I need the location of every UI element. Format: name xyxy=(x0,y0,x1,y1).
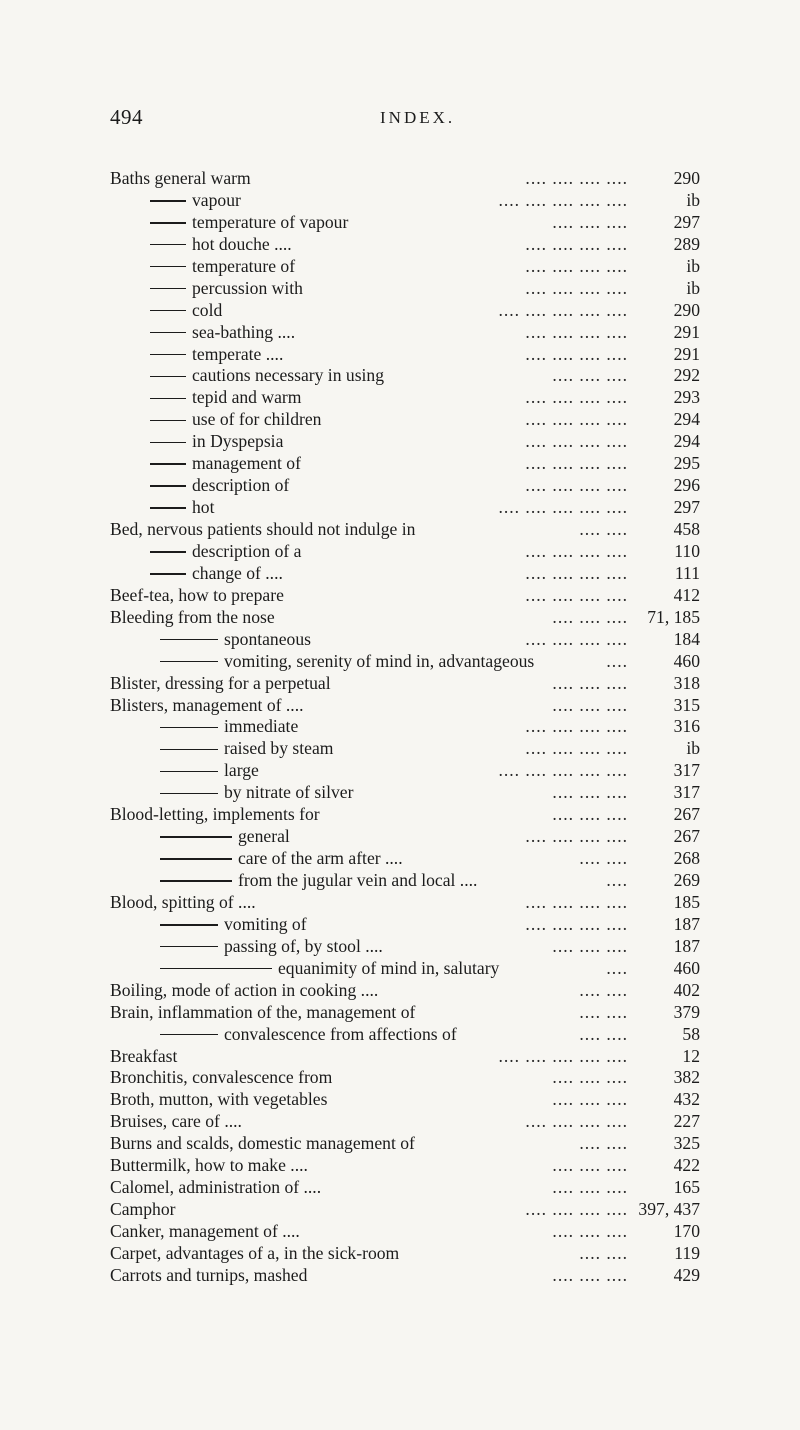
ditto-rule xyxy=(160,749,218,750)
entry-text: general xyxy=(238,826,290,847)
index-entry xyxy=(110,300,700,322)
page-reference: 58 xyxy=(682,1023,700,1044)
entry-label xyxy=(160,760,259,782)
page-reference: 316 xyxy=(673,716,700,737)
index-entry xyxy=(110,234,700,256)
index-entry xyxy=(110,1199,700,1221)
entry-label xyxy=(150,212,348,234)
entry-text: Calomel, administration of .... xyxy=(110,1177,322,1198)
dot-leaders: .... xyxy=(606,957,628,978)
index-entry xyxy=(110,431,700,453)
ditto-rule xyxy=(150,442,186,443)
page-reference: 110 xyxy=(674,540,700,561)
ditto-rule xyxy=(160,1034,218,1035)
dot-leaders: .... xyxy=(606,650,628,671)
entry-label xyxy=(110,892,256,914)
ditto-rule xyxy=(150,244,186,245)
entry-label xyxy=(110,168,251,190)
entry-label xyxy=(110,1243,399,1265)
entry-label xyxy=(150,278,303,300)
ditto-rule xyxy=(150,398,186,399)
entry-text: management of xyxy=(192,453,301,474)
entry-text: Bruises, care of .... xyxy=(110,1111,242,1132)
ditto-rule xyxy=(150,463,186,464)
page-reference: 294 xyxy=(673,431,700,452)
page-reference: 429 xyxy=(673,1264,700,1285)
entry-text: Camphor xyxy=(110,1199,176,1220)
page-reference: 382 xyxy=(673,1067,700,1088)
ditto-rule xyxy=(160,661,218,662)
entry-label xyxy=(110,1155,308,1177)
dot-leaders: .... .... xyxy=(579,1242,628,1263)
index-entry xyxy=(110,541,700,563)
dot-leaders: .... .... .... xyxy=(552,782,628,803)
dot-leaders: .... .... .... .... .... xyxy=(498,189,628,210)
entry-text: cautions necessary in using xyxy=(192,365,385,386)
index-entry xyxy=(110,1221,700,1243)
page-reference: 268 xyxy=(673,848,700,869)
index-entry xyxy=(110,497,700,519)
entry-text: vapour xyxy=(192,189,241,210)
ditto-rule xyxy=(150,420,186,421)
index-entry xyxy=(110,168,700,190)
page-reference: 422 xyxy=(673,1155,700,1176)
index-entry xyxy=(110,1133,700,1155)
dot-leaders: .... .... .... .... xyxy=(525,409,628,430)
page-reference: 290 xyxy=(673,299,700,320)
page-reference: 460 xyxy=(673,957,700,978)
entry-label xyxy=(110,1177,321,1199)
entry-label xyxy=(150,497,214,519)
ditto-rule xyxy=(150,551,186,552)
index-entry xyxy=(110,738,700,760)
ditto-rule xyxy=(150,485,186,486)
page-reference: 291 xyxy=(673,343,700,364)
dot-leaders: .... .... xyxy=(579,1023,628,1044)
entry-label xyxy=(110,1046,177,1068)
ditto-rule xyxy=(150,376,186,377)
index-entry xyxy=(110,278,700,300)
dot-leaders: .... .... .... xyxy=(552,694,628,715)
entry-text: change of .... xyxy=(192,562,283,583)
entry-text: Blood, spitting of .... xyxy=(110,891,256,912)
entry-text: raised by steam xyxy=(224,738,334,759)
entry-label xyxy=(150,387,301,409)
entry-text: vomiting, serenity of mind in, advantageous xyxy=(224,650,535,671)
index-entry xyxy=(110,826,700,848)
page-reference: 317 xyxy=(673,760,700,781)
entry-label xyxy=(110,1265,307,1287)
index-entry xyxy=(110,453,700,475)
dot-leaders: .... .... .... xyxy=(552,804,628,825)
entry-text: hot douche .... xyxy=(192,233,292,254)
index-entry xyxy=(110,782,700,804)
page-reference: 412 xyxy=(673,584,700,605)
entry-label xyxy=(160,629,311,651)
dot-leaders: .... .... .... .... xyxy=(525,387,628,408)
index-entry xyxy=(110,1265,700,1287)
ditto-rule xyxy=(150,507,186,508)
entry-label xyxy=(150,256,295,278)
ditto-rule xyxy=(160,968,272,969)
entry-text: Boiling, mode of action in cooking .... xyxy=(110,979,379,1000)
page-header xyxy=(110,105,690,133)
page-reference: 289 xyxy=(673,233,700,254)
page-reference: 187 xyxy=(673,935,700,956)
entry-label xyxy=(110,1199,175,1221)
ditto-rule xyxy=(160,858,232,859)
dot-leaders: .... .... .... .... xyxy=(525,584,628,605)
ditto-rule xyxy=(160,639,218,640)
entry-label xyxy=(150,344,283,366)
running-head: INDEX. xyxy=(380,108,456,127)
entry-text: equanimity of mind in, salutary xyxy=(278,957,500,978)
page-reference: 293 xyxy=(673,387,700,408)
page-reference: 292 xyxy=(673,365,700,386)
entry-label xyxy=(150,190,241,212)
index-entry xyxy=(110,1067,700,1089)
entry-label xyxy=(160,936,383,958)
page-reference: 290 xyxy=(673,168,700,188)
index-entry xyxy=(110,585,700,607)
page-reference: 402 xyxy=(673,979,700,1000)
entry-label xyxy=(160,651,534,673)
dot-leaders: .... .... .... xyxy=(552,1155,628,1176)
index-entry xyxy=(110,409,700,431)
entry-text: hot xyxy=(192,497,215,518)
index-entry xyxy=(110,190,700,212)
entry-text: tepid and warm xyxy=(192,387,302,408)
ditto-rule xyxy=(150,310,186,311)
entry-text: vomiting of xyxy=(224,913,307,934)
entry-label xyxy=(110,519,415,541)
page-reference: 291 xyxy=(673,321,700,342)
dot-leaders: .... .... .... .... xyxy=(525,891,628,912)
entry-text: percussion with xyxy=(192,277,303,298)
index-entry xyxy=(110,1111,700,1133)
entry-text: convalescence from affections of xyxy=(224,1023,457,1044)
index-entry xyxy=(110,936,700,958)
entry-label xyxy=(150,365,384,387)
page-reference: 185 xyxy=(673,891,700,912)
page-reference: 12 xyxy=(682,1045,700,1066)
entry-label xyxy=(110,585,284,607)
index-entry xyxy=(110,475,700,497)
page-reference: 317 xyxy=(673,782,700,803)
entry-text: in Dyspepsia xyxy=(192,431,284,452)
page-reference: 297 xyxy=(673,497,700,518)
index-entry xyxy=(110,870,700,892)
dot-leaders: .... .... .... .... .... xyxy=(498,760,628,781)
ditto-rule xyxy=(160,727,218,728)
ditto-rule xyxy=(150,266,186,267)
dot-leaders: .... .... .... xyxy=(552,935,628,956)
page-reference: 296 xyxy=(673,475,700,496)
entry-label xyxy=(160,1024,457,1046)
entry-label xyxy=(160,826,290,848)
entry-text: from the jugular vein and local .... xyxy=(238,870,478,890)
entry-label xyxy=(160,958,499,980)
entry-text: Breakfast xyxy=(110,1045,178,1066)
dot-leaders: .... .... .... xyxy=(552,1221,628,1241)
dot-leaders: .... .... .... .... xyxy=(525,1199,628,1220)
entry-text: immediate xyxy=(224,716,299,737)
page-reference: 318 xyxy=(673,672,700,693)
entry-label xyxy=(110,1089,327,1111)
index-entry xyxy=(110,716,700,738)
entry-text: Burns and scalds, domestic management of xyxy=(110,1133,415,1154)
dot-leaders: .... .... .... xyxy=(552,672,628,693)
page-reference: 294 xyxy=(673,409,700,430)
entry-text: temperature of vapour xyxy=(192,211,349,232)
index-entry xyxy=(110,695,700,717)
ditto-rule xyxy=(160,924,218,925)
ditto-rule xyxy=(160,946,218,947)
dot-leaders: .... .... .... .... xyxy=(525,1111,628,1132)
entry-label xyxy=(110,1067,332,1089)
dot-leaders: .... .... .... .... xyxy=(525,540,628,561)
index-entry xyxy=(110,673,700,695)
dot-leaders: .... .... .... .... xyxy=(525,738,628,759)
entry-text: Blood-letting, implements for xyxy=(110,804,320,825)
entry-label xyxy=(160,782,353,804)
dot-leaders: .... .... .... .... xyxy=(525,716,628,737)
dot-leaders: .... .... .... .... xyxy=(525,562,628,583)
index-entry xyxy=(110,1002,700,1024)
page-reference: 315 xyxy=(673,694,700,715)
dot-leaders: .... .... .... .... xyxy=(525,453,628,474)
index-entry xyxy=(110,651,700,673)
entry-label xyxy=(110,673,331,695)
entry-label xyxy=(110,1111,242,1133)
index-entry xyxy=(110,1089,700,1111)
entry-label xyxy=(110,804,320,826)
entry-label xyxy=(150,475,289,497)
dot-leaders: .... .... .... .... .... xyxy=(498,299,628,320)
page-reference: 119 xyxy=(674,1242,700,1263)
page-reference: 111 xyxy=(674,562,700,583)
index-entry xyxy=(110,322,700,344)
entry-label xyxy=(150,431,283,453)
index-entry xyxy=(110,958,700,980)
entry-text: spontaneous xyxy=(224,628,311,649)
page-reference: 227 xyxy=(673,1111,700,1132)
entry-label xyxy=(110,1002,415,1024)
entry-text: Carpet, advantages of a, in the sick-room xyxy=(110,1242,400,1263)
entry-text: Beef-tea, how to prepare xyxy=(110,584,284,605)
dot-leaders: .... .... .... .... .... xyxy=(498,1045,628,1066)
entry-label xyxy=(110,695,304,717)
dot-leaders: .... .... .... .... xyxy=(525,343,628,364)
ditto-rule xyxy=(150,288,186,289)
page-reference: 267 xyxy=(673,804,700,825)
entry-label xyxy=(110,1221,300,1243)
entry-label xyxy=(150,453,301,475)
dot-leaders: .... .... .... .... xyxy=(525,233,628,254)
dot-leaders: .... .... .... .... xyxy=(525,168,628,188)
page-reference: 325 xyxy=(673,1133,700,1154)
ditto-rule xyxy=(160,793,218,794)
ditto-rule xyxy=(150,200,186,201)
page-reference: 187 xyxy=(673,913,700,934)
dot-leaders: .... .... .... .... .... xyxy=(498,497,628,518)
dot-leaders: .... .... xyxy=(579,519,628,539)
dot-leaders: .... .... .... .... xyxy=(525,321,628,342)
page-number: 494 xyxy=(110,105,143,129)
entry-text: Broth, mutton, with vegetables xyxy=(110,1089,328,1110)
entry-label xyxy=(150,563,283,585)
entry-text: Canker, management of .... xyxy=(110,1221,300,1241)
dot-leaders: .... .... .... .... xyxy=(525,628,628,649)
entry-text: Bleeding from the nose xyxy=(110,606,275,627)
dot-leaders: .... .... .... xyxy=(552,211,628,232)
index-entry xyxy=(110,629,700,651)
entry-text: Blisters, management of .... xyxy=(110,694,304,715)
index-entry xyxy=(110,387,700,409)
index-entry xyxy=(110,1243,700,1265)
index-entry xyxy=(110,804,700,826)
page-reference: 295 xyxy=(673,453,700,474)
entry-text: temperature of xyxy=(192,255,296,276)
index-entry xyxy=(110,848,700,870)
page-reference: 267 xyxy=(673,826,700,847)
ditto-rule xyxy=(160,771,218,772)
page-reference: 297 xyxy=(673,211,700,232)
page-reference: ib xyxy=(686,255,700,276)
page-reference: 269 xyxy=(673,870,700,890)
page-reference: 432 xyxy=(673,1089,700,1110)
entry-text: sea-bathing .... xyxy=(192,321,296,342)
index-entry xyxy=(110,1177,700,1199)
ditto-rule xyxy=(150,354,186,355)
page-reference: 379 xyxy=(673,1001,700,1022)
dot-leaders: .... .... xyxy=(579,1001,628,1022)
entry-label xyxy=(110,607,275,629)
index-entry xyxy=(110,1024,700,1046)
entry-text: Blister, dressing for a perpetual xyxy=(110,672,331,693)
entry-label xyxy=(160,914,307,936)
entry-text: Baths general warm xyxy=(110,168,251,188)
dot-leaders: .... .... .... xyxy=(552,1264,628,1285)
entry-text: passing of, by stool .... xyxy=(224,935,383,956)
page-reference: 184 xyxy=(673,628,700,649)
dot-leaders: .... .... .... .... xyxy=(525,255,628,276)
entry-text: Brain, inflammation of the, management of xyxy=(110,1001,416,1022)
entry-label xyxy=(160,716,298,738)
dot-leaders: .... .... .... xyxy=(552,1089,628,1110)
index-entry xyxy=(110,892,700,914)
page-reference: 460 xyxy=(673,650,700,671)
dot-leaders: .... .... .... xyxy=(552,1177,628,1198)
page-reference: 71, 185 xyxy=(647,606,700,627)
index-entry xyxy=(110,519,700,541)
index-entry xyxy=(110,760,700,782)
entry-label xyxy=(150,322,295,344)
index-entries xyxy=(110,168,700,1287)
page-reference: 170 xyxy=(673,1221,700,1241)
ditto-rule xyxy=(150,573,186,574)
entry-text: temperate .... xyxy=(192,343,284,364)
entry-text: Carrots and turnips, mashed xyxy=(110,1264,308,1285)
entry-text: cold xyxy=(192,299,223,320)
ditto-rule xyxy=(160,880,232,881)
page-reference: 397, 437 xyxy=(638,1199,700,1220)
entry-label xyxy=(110,980,378,1002)
index-entry xyxy=(110,1046,700,1068)
entry-text: large xyxy=(224,760,259,781)
dot-leaders: .... .... .... xyxy=(552,365,628,386)
entry-label xyxy=(160,738,333,760)
page-reference: ib xyxy=(686,189,700,210)
entry-label xyxy=(160,870,477,892)
index-entry xyxy=(110,914,700,936)
dot-leaders: .... .... .... .... xyxy=(525,826,628,847)
ditto-rule xyxy=(150,332,186,333)
entry-label xyxy=(160,848,403,870)
index-entry xyxy=(110,344,700,366)
page-reference: ib xyxy=(686,277,700,298)
page-reference: 458 xyxy=(673,519,700,539)
dot-leaders: .... .... .... .... xyxy=(525,913,628,934)
page-reference: 165 xyxy=(673,1177,700,1198)
dot-leaders: .... .... .... .... xyxy=(525,431,628,452)
entry-label xyxy=(110,1133,415,1155)
entry-text: Bronchitis, convalescence from xyxy=(110,1067,333,1088)
page-reference: ib xyxy=(686,738,700,759)
index-entry xyxy=(110,212,700,234)
dot-leaders: .... xyxy=(606,870,628,890)
index-entry xyxy=(110,980,700,1002)
entry-text: care of the arm after .... xyxy=(238,848,403,869)
index-entry xyxy=(110,607,700,629)
entry-label xyxy=(150,234,292,256)
index-entry xyxy=(110,365,700,387)
entry-text: use of for children xyxy=(192,409,322,430)
entry-text: description of a xyxy=(192,540,302,561)
dot-leaders: .... .... .... .... xyxy=(525,475,628,496)
index-entry xyxy=(110,256,700,278)
ditto-rule xyxy=(160,836,232,837)
dot-leaders: .... .... xyxy=(579,1133,628,1154)
entry-label xyxy=(150,541,301,563)
entry-text: by nitrate of silver xyxy=(224,782,354,803)
dot-leaders: .... .... .... .... xyxy=(525,277,628,298)
dot-leaders: .... .... xyxy=(579,979,628,1000)
ditto-rule xyxy=(150,222,186,223)
dot-leaders: .... .... .... xyxy=(552,606,628,627)
entry-label xyxy=(150,300,222,322)
entry-text: description of xyxy=(192,475,290,496)
dot-leaders: .... .... .... xyxy=(552,1067,628,1088)
index-entry xyxy=(110,563,700,585)
index-entry xyxy=(110,1155,700,1177)
entry-text: Bed, nervous patients should not indulge in xyxy=(110,519,416,539)
entry-text: Buttermilk, how to make .... xyxy=(110,1155,308,1176)
entry-label xyxy=(150,409,321,431)
dot-leaders: .... .... xyxy=(579,848,628,869)
